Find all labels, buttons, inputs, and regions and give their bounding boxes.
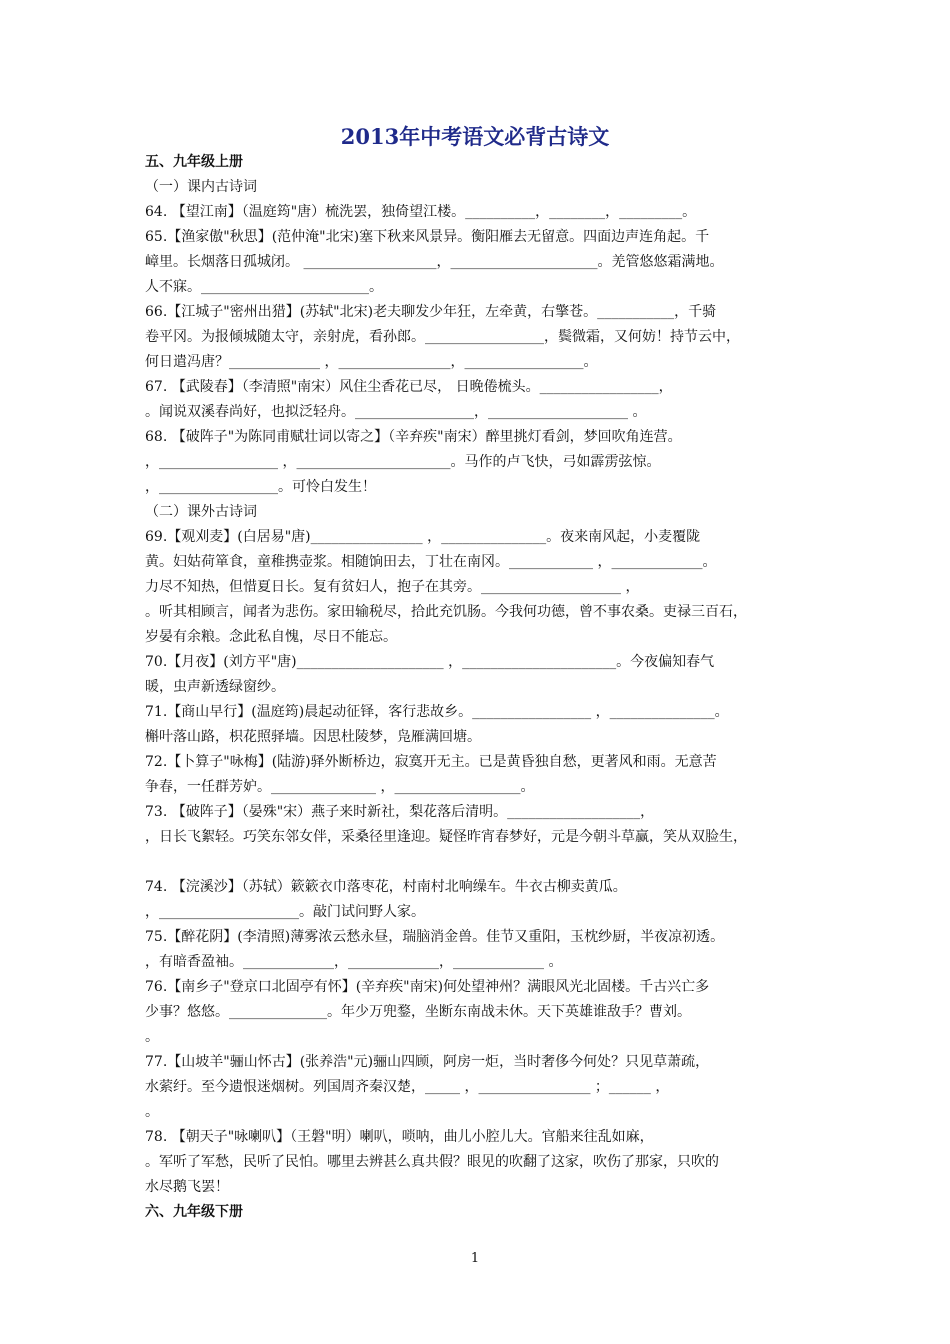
text-line: 77.【山坡羊"骊山怀古】(张养浩"元)骊山四顾，阿房一炬，当时奢侈今何处？只见草萧疏， [145,1054,710,1070]
text-line: 76.【南乡子"登京口北固亭有怀】(辛弃疾"南宋)何处望神州？满眼风光北固楼。千古兴亡多 [145,979,710,995]
text-line: 卷平冈。为报倾城随太守，亲射虎，看孙郎。_________________，鬓微霜，又何妨！持节云中， [145,329,740,345]
page-title: 2013年中考语文必背古诗文 [340,124,610,149]
text-line: 少事？悠悠。______________。年少万兜鍪，坐断东南战未休。天下英雄谁敌手？曹刘。 [145,1004,691,1020]
text-line: 水萦纡。至今遗恨迷烟树。列国周齐秦汉楚，_____ ，________________ ；______ ， [145,1079,670,1095]
text-line: 人不寐。________________________。 [145,279,383,295]
text-line: 何日遣冯唐？_____________ ，________________，_________________。 [145,354,598,370]
section-heading: 五、九年级上册 [145,154,243,170]
section-heading: 六、九年级下册 [145,1204,243,1220]
text-line: ，_________________ ，______________________。马作的卢飞快，弓如霹雳弦惊。 [145,454,661,470]
text-line: 岁晏有余粮。念此私自愧，尽日不能忘。 [145,629,397,645]
text-line: 黄。妇姑荷箪食，童稚携壶浆。相随饷田去，丁壮在南冈。____________ ，_____________。 [145,554,717,570]
text-line: 68. 【破阵子"为陈同甫赋壮词以寄之】（辛弃疾"南宋）醉里挑灯看剑，梦回吹角连营。 [145,429,682,445]
text-line: 暖，虫声新透绿窗纱。 [145,679,285,695]
text-line: 槲叶落山路，枳花照驿墙。因思杜陵梦，凫雁满回塘。 [145,729,481,745]
text-line: 75.【醉花阴】(李清照)薄雾浓云愁永昼，瑞脑消金兽。佳节又重阳，玉枕纱厨，半夜凉初透。 [145,929,725,945]
text-line: 水尽鹅飞罢！ [145,1179,229,1195]
text-line: 65.【渔家傲"秋思】(范仲淹"北宋)塞下秋来风景异。衡阳雁去无留意。四面边声连角起。千 [145,229,710,245]
subsection-heading: （一）课内古诗词 [145,179,257,195]
text-line: ，日长飞絮轻。巧笑东邻女伴，采桑径里逢迎。疑怪昨宵春梦好，元是今朝斗草赢，笑从双脸生， [145,829,747,845]
text-line: 。 [145,1029,159,1045]
text-line: ，_________________。可怜白发生！ [145,479,376,495]
text-line: 74. 【浣溪沙】（苏轼）簌簌衣巾落枣花，村南村北响缲车。牛衣古柳卖黄瓜。 [145,879,627,895]
text-line: 嶂里。长烟落日孤城闭。 ___________________，_____________________。羌管悠悠霜满地。 [145,254,724,270]
page-number: 1 [470,1251,480,1266]
text-line: 力尽不知热，但惜夏日长。复有贫妇人，抱子在其旁。____________________ ， [145,579,640,595]
text-line: 73. 【破阵子】（晏殊"宋）燕子来时新社，梨花落后清明。___________________， [145,804,655,820]
text-line: 。 [145,1104,159,1120]
text-line: ，有暗香盈袖。_____________，_____________，_____________ 。 [145,954,563,970]
text-line: 64. 【望江南】（温庭筠"唐）梳洗罢，独倚望江楼。__________，________，_________。 [145,204,697,220]
text-line: 71.【商山早行】(温庭筠)晨起动征铎，客行悲故乡。_________________ ，_______________。 [145,704,729,720]
text-line: 。听其相顾言，闻者为悲伤。家田输税尽，拾此充饥肠。今我何功德，曾不事农桑。吏禄三百石， [145,604,747,620]
text-line: 70.【月夜】(刘方平"唐)_____________________ ，______________________。今夜偏知春气 [145,654,715,670]
text-line: 。闻说双溪春尚好，也拟泛轻舟。_________________，____________________ 。 [145,404,647,420]
text-line: 。军听了军愁，民听了民怕。哪里去辨甚么真共假？眼见的吹翻了这家，吹伤了那家，只吹的 [145,1154,719,1170]
text-line: 72.【卜算子"咏梅】(陆游)驿外断桥边，寂寞开无主。已是黄昏独自愁，更著风和雨。无意苦 [145,754,717,770]
subsection-heading: （二）课外古诗词 [145,504,257,520]
text-line: ，____________________。敲门试问野人家。 [145,904,425,920]
text-line: 争春，一任群芳妒。_______________ ，__________________。 [145,779,535,795]
text-line: 69.【观刈麦】(白居易"唐)________________ ，_______________。夜来南风起，小麦覆陇 [145,529,701,545]
text-line: 67. 【武陵春】（李清照"南宋）风住尘香花已尽， 日晚倦梳头。_________________， [145,379,673,395]
text-line: 66.【江城子"密州出猎】(苏轼"北宋)老夫聊发少年狂，左牵黄，右擎苍。___________，千骑 [145,304,717,320]
text-line: 78. 【朝天子"咏喇叭】（王磐"明）喇叭，唢呐，曲儿小腔儿大。官船来往乱如麻， [145,1129,654,1145]
